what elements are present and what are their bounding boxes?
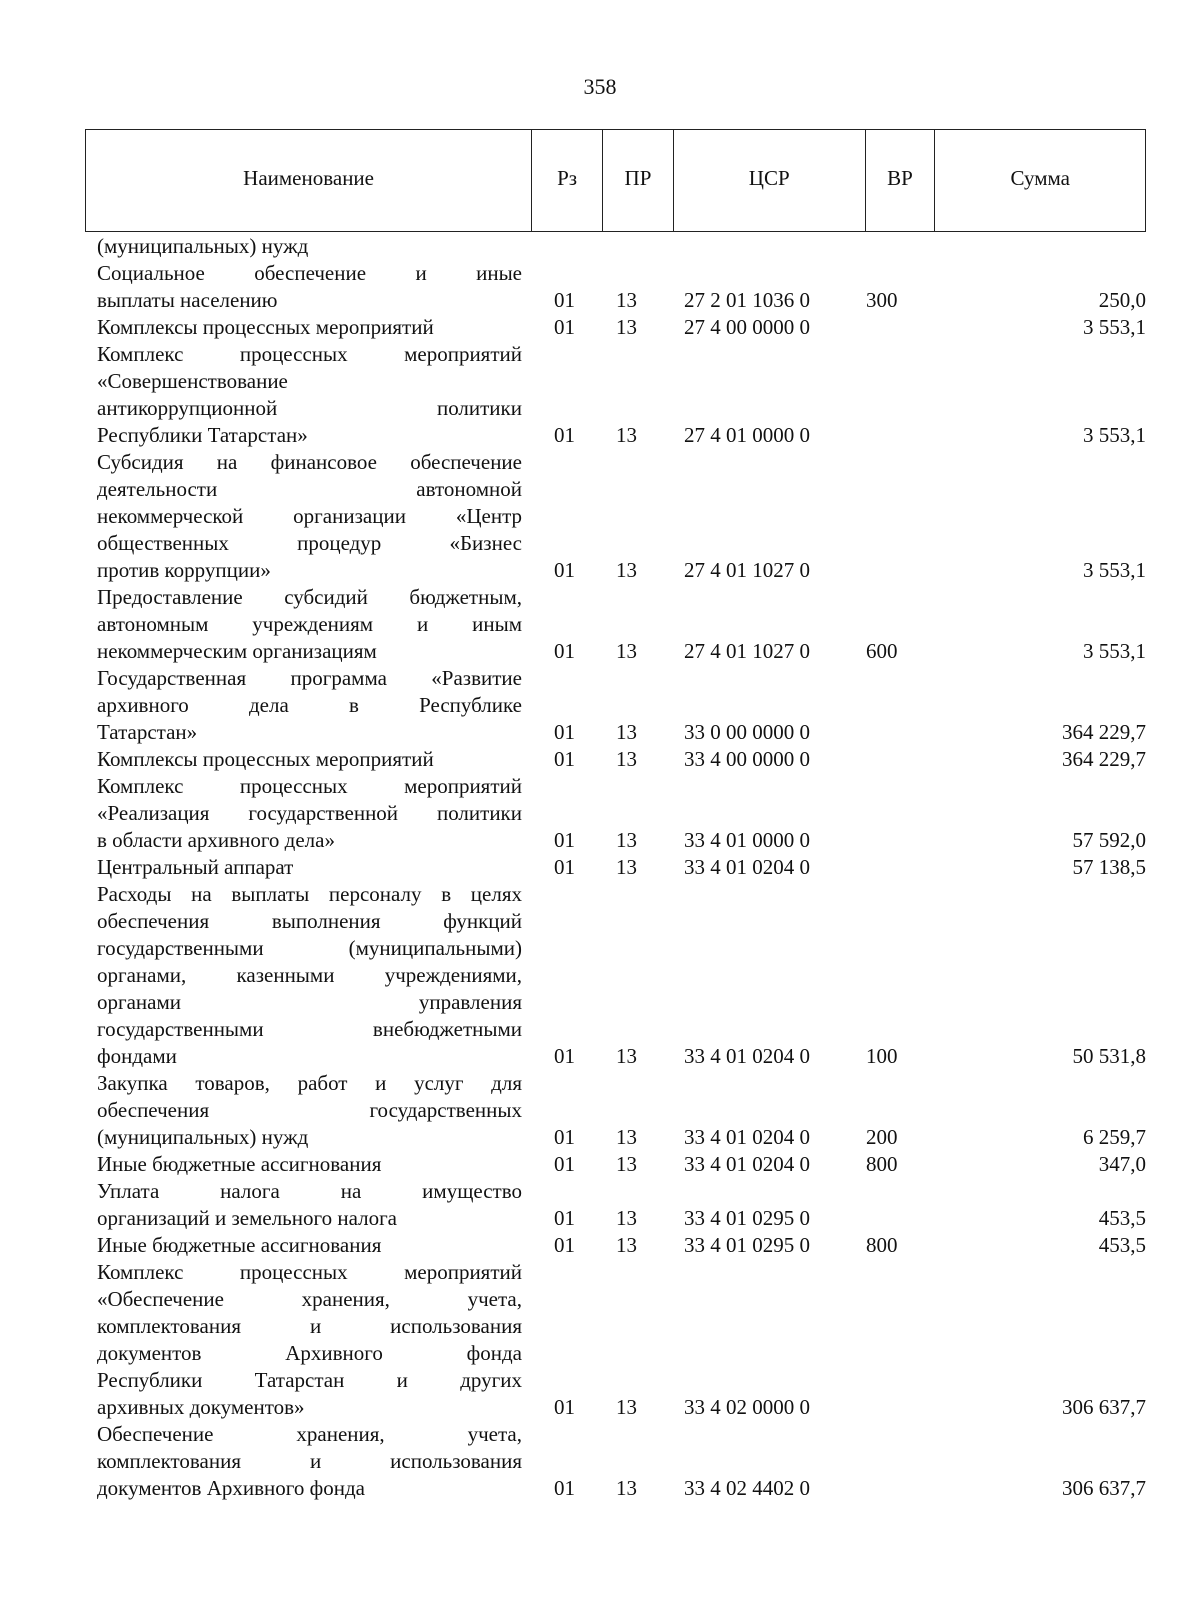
row-name-line: Иные бюджетные ассигнования	[97, 1233, 382, 1257]
row-name-line: Уплата налога на имущество	[97, 1179, 522, 1203]
row-vr: 300	[866, 288, 898, 312]
row-csr: 27 4 01 1027 0	[684, 558, 810, 582]
table-row	[97, 1259, 1147, 1421]
row-name	[97, 1070, 522, 1151]
header-csr: ЦСР	[674, 130, 866, 231]
row-csr: 33 4 01 0204 0	[684, 1044, 810, 1068]
row-csr: 33 4 01 0204 0	[684, 1125, 810, 1149]
row-name-line: обеспечения выполнения функций	[97, 909, 522, 933]
row-rz: 01	[554, 315, 575, 339]
row-name-line: Центральный аппарат	[97, 855, 294, 879]
row-sum: 6 259,7	[1083, 1125, 1146, 1149]
row-vr: 100	[866, 1044, 898, 1068]
row-name-line: «Совершенствование	[97, 369, 288, 393]
row-rz: 01	[554, 288, 575, 312]
table-row	[97, 1232, 1147, 1259]
row-name-line: Иные бюджетные ассигнования	[97, 1152, 382, 1176]
row-rz: 01	[554, 720, 575, 744]
row-name	[97, 314, 522, 341]
row-pr: 13	[616, 747, 637, 771]
row-name	[97, 260, 522, 314]
table-body	[97, 233, 1147, 1502]
row-pr: 13	[616, 288, 637, 312]
row-rz: 01	[554, 1206, 575, 1230]
row-sum: 3 553,1	[1083, 558, 1146, 582]
row-rz: 01	[554, 558, 575, 582]
row-csr: 33 0 00 0000 0	[684, 720, 810, 744]
row-name-line: Татарстан»	[97, 720, 198, 744]
table-row	[97, 773, 1147, 854]
row-name-line: Республики Татарстан»	[97, 423, 308, 447]
row-name-line: Комплекс процессных мероприятий	[97, 1260, 522, 1284]
row-sum: 3 553,1	[1083, 315, 1146, 339]
row-name-line: Субсидия на финансовое обеспечение	[97, 450, 522, 474]
row-name-line: «Обеспечение хранения, учета,	[97, 1287, 522, 1311]
row-name-line: общественных процедур «Бизнес	[97, 531, 522, 555]
row-sum: 57 138,5	[1072, 855, 1146, 879]
row-pr: 13	[616, 423, 637, 447]
row-pr: 13	[616, 558, 637, 582]
row-name-line: деятельности автономной	[97, 477, 522, 501]
row-name-line: антикоррупционной политики	[97, 396, 522, 420]
row-pr: 13	[616, 1125, 637, 1149]
row-name-line: комплектования и использования	[97, 1449, 522, 1473]
table-header	[85, 129, 1146, 232]
row-name-line: против коррупции»	[97, 558, 271, 582]
row-name-line: Предоставление субсидий бюджетным,	[97, 585, 522, 609]
table-row	[97, 746, 1147, 773]
row-name-line: некоммерческим организациям	[97, 639, 377, 663]
table-row	[97, 881, 1147, 1070]
row-sum: 453,5	[1098, 1233, 1146, 1257]
table-row	[97, 1070, 1147, 1151]
row-name-line: в области архивного дела»	[97, 828, 335, 852]
row-rz: 01	[554, 747, 575, 771]
row-pr: 13	[616, 1152, 637, 1176]
row-pr: 13	[616, 1476, 637, 1500]
row-name-line: «Реализация государственной политики	[97, 801, 522, 825]
row-name	[97, 233, 522, 260]
page-number: 358	[583, 74, 617, 99]
row-name-line: Республики Татарстан и других	[97, 1368, 522, 1392]
table-row	[97, 1421, 1147, 1502]
row-name	[97, 1259, 522, 1421]
row-pr: 13	[616, 1206, 637, 1230]
row-pr: 13	[616, 315, 637, 339]
row-name	[97, 1178, 522, 1232]
row-name-line: Социальное обеспечение и иные	[97, 261, 522, 285]
row-name-line: автономным учреждениям и иным	[97, 612, 522, 636]
row-name	[97, 1151, 522, 1178]
row-rz: 01	[554, 1476, 575, 1500]
row-name-line: архивных документов»	[97, 1395, 305, 1419]
row-csr: 33 4 01 0204 0	[684, 1152, 810, 1176]
row-name-line: обеспечения государственных	[97, 1098, 522, 1122]
row-name-line: (муниципальных) нужд	[97, 234, 309, 258]
row-csr: 27 4 01 0000 0	[684, 423, 810, 447]
row-csr: 33 4 01 0295 0	[684, 1233, 810, 1257]
row-sum: 306 637,7	[1062, 1476, 1146, 1500]
row-name-line: некоммерческой организации «Центр	[97, 504, 522, 528]
row-pr: 13	[616, 639, 637, 663]
row-pr: 13	[616, 1395, 637, 1419]
row-name-line: Обеспечение хранения, учета,	[97, 1422, 522, 1446]
row-name-line: (муниципальных) нужд	[97, 1125, 309, 1149]
row-csr: 33 4 01 0000 0	[684, 828, 810, 852]
row-name-line: документов Архивного фонда	[97, 1476, 365, 1500]
row-csr: 27 4 00 0000 0	[684, 315, 810, 339]
row-rz: 01	[554, 1233, 575, 1257]
header-sum: Сумма	[1010, 166, 1070, 190]
row-pr: 13	[616, 720, 637, 744]
row-name-line: Комплексы процессных мероприятий	[97, 747, 434, 771]
row-sum: 3 553,1	[1083, 639, 1146, 663]
row-rz: 01	[554, 1044, 575, 1068]
row-name-line: государственными (муниципальными)	[97, 936, 522, 960]
row-vr: 800	[866, 1152, 898, 1176]
row-sum: 347,0	[1098, 1152, 1146, 1176]
row-sum: 364 229,7	[1062, 747, 1146, 771]
table-row	[97, 1151, 1147, 1178]
row-sum: 250,0	[1098, 288, 1146, 312]
row-name-line: фондами	[97, 1044, 177, 1068]
row-name-line: Расходы на выплаты персоналу в целях	[97, 882, 522, 906]
row-csr: 33 4 00 0000 0	[684, 747, 810, 771]
row-sum: 50 531,8	[1072, 1044, 1146, 1068]
header-vr: ВР	[866, 130, 936, 231]
row-sum: 306 637,7	[1062, 1395, 1146, 1419]
row-rz: 01	[554, 1125, 575, 1149]
row-name-line: органами, казенными учреждениями,	[97, 963, 522, 987]
table-row	[97, 260, 1147, 314]
table-row	[97, 854, 1147, 881]
row-sum: 57 592,0	[1072, 828, 1146, 852]
header-pr: ПР	[603, 130, 674, 231]
row-name	[97, 1421, 522, 1502]
row-pr: 13	[616, 828, 637, 852]
row-rz: 01	[554, 639, 575, 663]
row-csr: 33 4 02 0000 0	[684, 1395, 810, 1419]
row-rz: 01	[554, 855, 575, 879]
row-name	[97, 854, 522, 881]
row-name	[97, 1232, 522, 1259]
table-row	[97, 1178, 1147, 1232]
row-pr: 13	[616, 1233, 637, 1257]
row-name-line: Комплекс процессных мероприятий	[97, 342, 522, 366]
row-name	[97, 665, 522, 746]
row-pr: 13	[616, 1044, 637, 1068]
table-row	[97, 584, 1147, 665]
row-name	[97, 746, 522, 773]
row-csr: 27 2 01 1036 0	[684, 288, 810, 312]
row-name-line: Государственная программа «Развитие	[97, 666, 522, 690]
row-name	[97, 881, 522, 1070]
row-rz: 01	[554, 828, 575, 852]
row-sum: 364 229,7	[1062, 720, 1146, 744]
row-vr: 800	[866, 1233, 898, 1257]
table-row	[97, 314, 1147, 341]
table-row	[97, 233, 1147, 260]
row-name-line: органами управления	[97, 990, 522, 1014]
row-vr: 200	[866, 1125, 898, 1149]
row-name-line: документов Архивного фонда	[97, 1341, 522, 1365]
row-name	[97, 341, 522, 449]
row-rz: 01	[554, 423, 575, 447]
table-row	[97, 665, 1147, 746]
row-name-line: комплектования и использования	[97, 1314, 522, 1338]
row-name-line: архивного дела в Республике	[97, 693, 522, 717]
row-name-line: Комплекс процессных мероприятий	[97, 774, 522, 798]
table-row	[97, 449, 1147, 584]
row-csr: 33 4 01 0295 0	[684, 1206, 810, 1230]
row-csr: 33 4 02 4402 0	[684, 1476, 810, 1500]
header-name: Наименование	[86, 130, 532, 231]
row-sum: 3 553,1	[1083, 423, 1146, 447]
table-row	[97, 341, 1147, 449]
header-rz: Рз	[532, 130, 603, 231]
row-name	[97, 773, 522, 854]
row-name-line: Комплексы процессных мероприятий	[97, 315, 434, 339]
row-vr: 600	[866, 639, 898, 663]
row-name-line: организаций и земельного налога	[97, 1206, 397, 1230]
row-name-line: государственными внебюджетными	[97, 1017, 522, 1041]
row-name	[97, 449, 522, 584]
row-csr: 27 4 01 1027 0	[684, 639, 810, 663]
row-name-line: выплаты населению	[97, 288, 278, 312]
row-sum: 453,5	[1098, 1206, 1146, 1230]
row-pr: 13	[616, 855, 637, 879]
row-rz: 01	[554, 1152, 575, 1176]
row-name	[97, 584, 522, 665]
row-name-line: Закупка товаров, работ и услуг для	[97, 1071, 522, 1095]
row-csr: 33 4 01 0204 0	[684, 855, 810, 879]
row-rz: 01	[554, 1395, 575, 1419]
